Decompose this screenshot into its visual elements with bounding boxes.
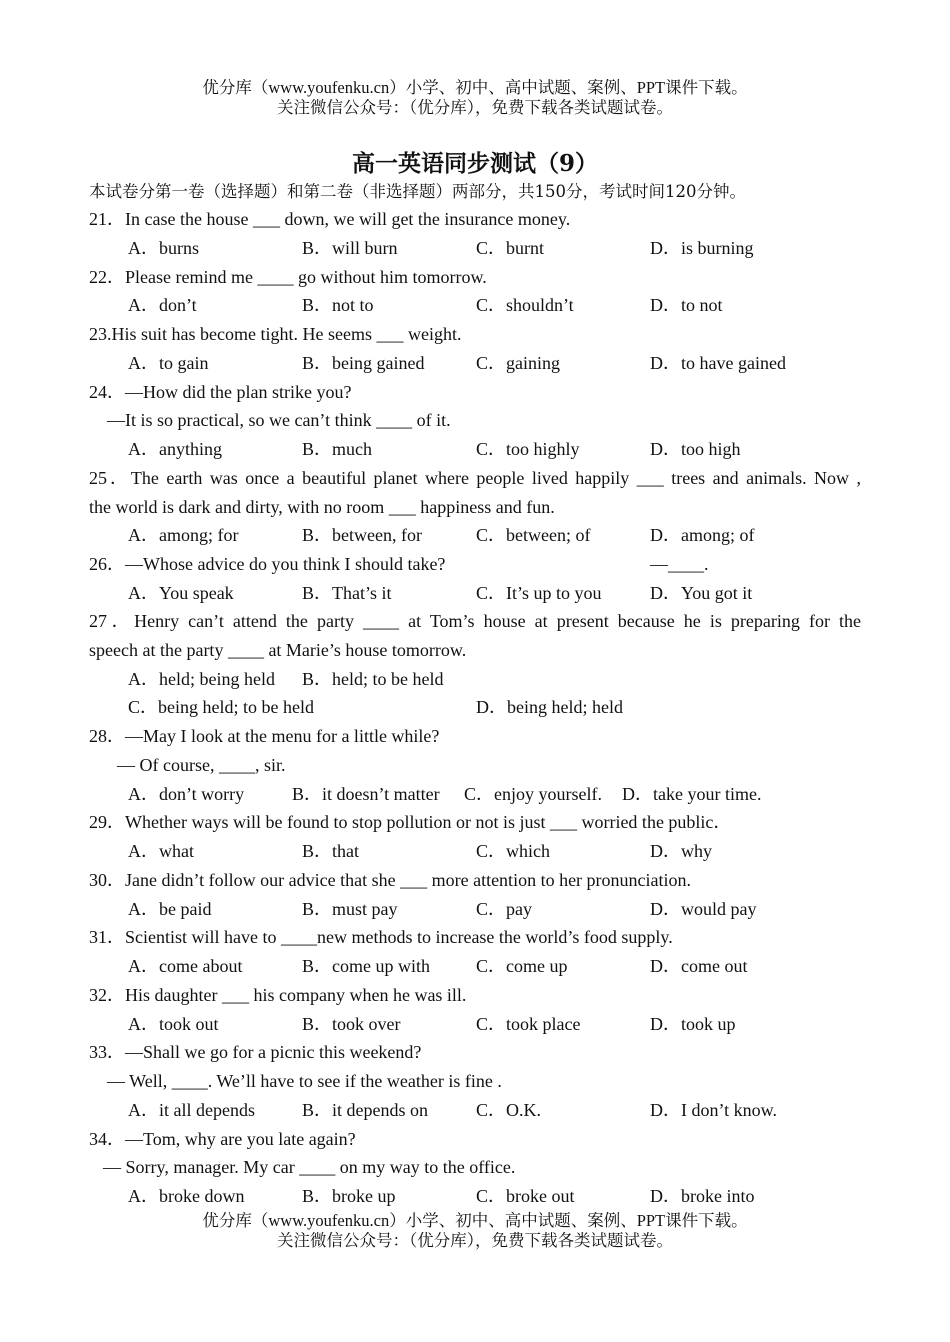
question-32-option-c: C．took place [476, 1014, 581, 1034]
question-30-option-c: C．pay [476, 899, 532, 919]
question-28-option-a: A．don’t worry [128, 784, 245, 804]
question-27-option-d: D．being held; held [476, 697, 623, 717]
question-29-option-a: A．what [128, 841, 194, 861]
question-24-reply: —It is so practical, so we can’t think ____ of it. [107, 410, 451, 430]
question-26-option-a: A．You speak [128, 583, 234, 603]
question-30-option-b: B．must pay [302, 899, 398, 919]
question-33-stem: 33．—Shall we go for a picnic this weekend? [89, 1042, 422, 1062]
question-21-option-b: B．will burn [302, 238, 398, 258]
question-32-stem: 32．His daughter ___ his company when he was ill. [89, 985, 467, 1005]
question-21-option-c: C．burnt [476, 238, 545, 258]
question-29-stem: 29．Whether ways will be found to stop pollution or not is just ___ worried the public． [89, 812, 732, 832]
question-21-option-d: D．is burning [650, 238, 754, 258]
question-34-option-d: D．broke into [650, 1186, 755, 1206]
question-33-option-a: A．it all depends [128, 1100, 255, 1120]
question-27-stem-line-2: speech at the party ____ at Marie’s house tomorrow. [89, 640, 467, 660]
question-29-option-d: D．why [650, 841, 712, 861]
question-29-option-c: C．which [476, 841, 550, 861]
question-28-option-c: C．enjoy yourself. [464, 784, 602, 804]
exam-intro: 本试卷分第一卷（选择题）和第二卷（非选择题）两部分，共150分，考试时间120分钟。 [89, 182, 746, 201]
page-title: 高一英语同步测试（9） [351, 150, 598, 177]
question-31-option-d: D．come out [650, 956, 748, 976]
question-23-option-b: B．being gained [302, 353, 425, 373]
question-33-option-b: B．it depends on [302, 1100, 428, 1120]
question-30-option-d: D．would pay [650, 899, 757, 919]
question-23-option-a: A．to gain [128, 353, 209, 373]
question-31-option-a: A．come about [128, 956, 243, 976]
question-24-stem: 24．—How did the plan strike you? [89, 382, 352, 402]
question-26-option-c: C．It’s up to you [476, 583, 602, 603]
question-26-option-b: B．That’s it [302, 583, 392, 603]
question-26-option-d: D．You got it [650, 583, 753, 603]
question-32-option-b: B．took over [302, 1014, 401, 1034]
question-22-option-c: C．shouldn’t [476, 295, 574, 315]
question-22-option-d: D．to not [650, 295, 723, 315]
question-24-option-a: A．anything [128, 439, 222, 459]
question-34-stem: 34．—Tom, why are you late again? [89, 1129, 356, 1149]
question-32-option-d: D．took up [650, 1014, 736, 1034]
question-24-option-c: C．too highly [476, 439, 580, 459]
question-23-stem: 23.His suit has become tight. He seems ___ weight. [89, 324, 462, 344]
question-22-option-a: A．don’t [128, 295, 197, 315]
question-31-option-c: C．come up [476, 956, 568, 976]
question-30-option-a: A．be paid [128, 899, 212, 919]
question-25-stem-line-2: the world is dark and dirty, with no room ___ happiness and fun. [89, 497, 555, 517]
question-28-stem: 28．—May I look at the menu for a little while? [89, 726, 440, 746]
question-33-reply: — Well, ____. We’ll have to see if the weather is fine . [107, 1071, 502, 1091]
question-34-reply: — Sorry, manager. My car ____ on my way to the office. [103, 1157, 516, 1177]
question-24-option-b: B．much [302, 439, 372, 459]
question-28-option-b: B．it doesn’t matter [292, 784, 440, 804]
question-25-option-c: C．between; of [476, 525, 591, 545]
question-30-stem: 30．Jane didn’t follow our advice that she ___ more attention to her pronunciation. [89, 870, 692, 890]
question-25-stem-line-1: 25．The earth was once a beautiful planet where people lived happily ___ trees and animals. Now , [89, 468, 861, 488]
question-28-option-d: D．take your time. [622, 784, 762, 804]
question-27-option-a: A．held; being held [128, 669, 275, 689]
question-27-option-c: C．being held; to be held [128, 697, 314, 717]
question-27-option-b: B．held; to be held [302, 669, 444, 689]
question-31-option-b: B．come up with [302, 956, 430, 976]
footer-line-1: 优分库（www.youfenku.cn）小学、初中、高中试题、案例、PPT课件下载。 [202, 1211, 748, 1230]
question-25-option-a: A．among; for [128, 525, 239, 545]
question-21-stem: 21．In case the house ___ down, we will get the insurance money. [89, 209, 571, 229]
question-22-stem: 22．Please remind me ____ go without him tomorrow. [89, 267, 487, 287]
question-27-stem-line-1: 27．Henry can’t attend the party ____ at Tom’s house at present because he is preparing for the [89, 611, 861, 631]
question-26-reply: —____. [650, 554, 709, 574]
question-32-option-a: A．took out [128, 1014, 219, 1034]
question-22-option-b: B．not to [302, 295, 374, 315]
question-23-option-c: C．gaining [476, 353, 560, 373]
question-24-option-d: D．too high [650, 439, 741, 459]
question-28-reply: — Of course, ____, sir. [117, 755, 286, 775]
question-29-option-b: B．that [302, 841, 359, 861]
question-34-option-b: B．broke up [302, 1186, 396, 1206]
question-25-option-d: D．among; of [650, 525, 755, 545]
question-21-option-a: A．burns [128, 238, 199, 258]
question-25-option-b: B．between, for [302, 525, 422, 545]
footer-line-2: 关注微信公众号：（优分库），免费下载各类试题试卷。 [277, 1231, 673, 1250]
question-31-stem: 31．Scientist will have to ____new methods to increase the world’s food supply. [89, 927, 673, 947]
question-23-option-d: D．to have gained [650, 353, 786, 373]
question-34-option-c: C．broke out [476, 1186, 575, 1206]
question-33-option-d: D．I don’t know. [650, 1100, 777, 1120]
question-33-option-c: C．O.K. [476, 1100, 542, 1120]
question-34-option-a: A．broke down [128, 1186, 245, 1206]
header-line-2: 关注微信公众号：（优分库），免费下载各类试题试卷。 [277, 98, 673, 117]
header-line-1: 优分库（www.youfenku.cn）小学、初中、高中试题、案例、PPT课件下载。 [202, 78, 748, 97]
question-26-stem: 26．—Whose advice do you think I should take? [89, 554, 446, 574]
